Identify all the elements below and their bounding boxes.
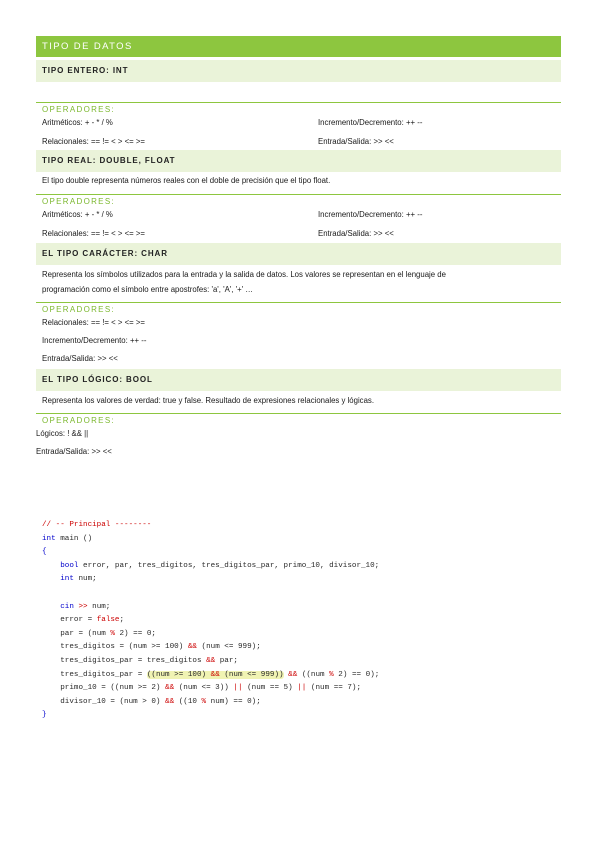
code-text: tres_digitos_par = (60, 670, 147, 679)
document-page (36, 36, 561, 457)
code-brace-open: { (42, 548, 47, 557)
code-text: (num <= 999)) (219, 670, 284, 679)
operators-label-bool: OPERADORES: (36, 413, 561, 426)
code-operator: % (201, 697, 207, 706)
code-operator: && (165, 684, 175, 693)
io-ops-char: Entrada/Salida: >> << (42, 354, 118, 363)
description-char-line2: programación como el símbolo entre apostrofes: 'a', 'A', '+' … (42, 285, 254, 294)
code-operator: % (110, 629, 115, 638)
relational-ops-char: Relacionales: == != < > <= >= (42, 318, 145, 327)
arithmetic-ops-int: Aritméticos: + - * / % (42, 118, 113, 127)
code-operator: || (233, 684, 243, 693)
io-ops-real: Entrada/Salida: >> << (318, 229, 394, 238)
incdec-ops-int: Incremento/Decremento: ++ -- (318, 118, 423, 127)
code-text: tres_digitos_par = tres_digitos (60, 656, 207, 665)
code-text: ((num >= 100) (146, 670, 211, 679)
code-operator: || (297, 684, 307, 693)
operators-row-int-2 (36, 137, 561, 147)
code-text: 2) == 0); (333, 670, 380, 679)
io-ops-bool: Entrada/Salida: >> << (36, 447, 112, 456)
code-highlight (147, 671, 284, 679)
code-text: par; (215, 656, 238, 665)
code-comment: // -- Principal -------- (42, 521, 152, 529)
code-text: ; (119, 616, 125, 625)
code-text: ((10 (174, 697, 202, 706)
logical-ops-bool: Lógicos: ! && || (36, 429, 89, 438)
code-keyword: bool (60, 561, 79, 570)
code-brace-close: } (42, 711, 47, 720)
operators-label-int: OPERADORES: (36, 102, 561, 115)
code-text: divisor_10 = (num > 0) (60, 697, 166, 706)
code-text: (num == 7); (306, 684, 362, 693)
section-header-bool: EL TIPO LÓGICO: BOOL (36, 369, 561, 391)
relational-ops-real: Relacionales: == != < > <= >= (42, 229, 145, 238)
code-text: error = (60, 616, 97, 625)
code-operator: && (288, 670, 298, 679)
operators-row-real-2 (36, 229, 561, 239)
code-text: num; (92, 602, 111, 611)
operators-label-real: OPERADORES: (36, 194, 561, 207)
section-header-int: TIPO ENTERO: INT (36, 60, 561, 82)
code-text: num) == 0); (206, 697, 261, 706)
section-header-real: TIPO REAL: DOUBLE, FLOAT (36, 150, 561, 172)
code-text: (num == 5) (242, 684, 298, 693)
code-text: num; (73, 575, 97, 584)
code-text: tres_digitos = (num >= 100) (60, 643, 188, 652)
code-text: (num <= 3)) (174, 684, 234, 693)
code-operator: && (210, 670, 220, 679)
code-operator: && (187, 643, 197, 652)
code-text: main () (55, 534, 93, 543)
page-title: TIPO DE DATOS (36, 36, 561, 57)
code-operator: && (206, 656, 216, 665)
code-text: (num <= 999); (196, 643, 261, 652)
code-operator: && (165, 697, 175, 706)
io-ops-int: Entrada/Salida: >> << (318, 137, 394, 146)
code-keyword: false (96, 616, 120, 625)
code-keyword: int (60, 575, 74, 584)
incdec-ops-char: Incremento/Decremento: ++ -- (42, 336, 147, 345)
incdec-ops-real: Incremento/Decremento: ++ -- (318, 210, 423, 219)
code-text: par = (num (60, 629, 111, 638)
code-text: 2) == 0; (114, 629, 156, 638)
code-operator: >> (73, 602, 93, 611)
code-text: primo_10 = ((num >= 2) (60, 684, 166, 693)
operators-label-char: OPERADORES: (36, 302, 561, 315)
relational-ops-int: Relacionales: == != < > <= >= (42, 137, 145, 146)
code-keyword: int (42, 534, 56, 543)
operators-row-real-1 (36, 210, 561, 220)
code-text: error, par, tres_digitos, tres_digitos_par, primo_10, divisor_10; (78, 561, 380, 570)
section-header-char: EL TIPO CARÁCTER: CHAR (36, 243, 561, 265)
code-operator: % (329, 670, 334, 679)
code-keyword: cin (60, 602, 74, 611)
description-bool: Representa los valores de verdad: true y false. Resultado de expresiones relacionales y lógicas. (42, 396, 374, 405)
arithmetic-ops-real: Aritméticos: + - * / % (42, 210, 113, 219)
description-char-line1: Representa los símbolos utilizados para la entrada y la salida de datos. Los valores se representan en el lenguaje de (42, 270, 446, 279)
operators-row-int-1 (36, 118, 561, 128)
description-real: El tipo double representa números reales con el doble de precisión que el tipo float. (42, 176, 331, 185)
code-text: ((num (297, 670, 330, 679)
code-block (42, 519, 379, 723)
